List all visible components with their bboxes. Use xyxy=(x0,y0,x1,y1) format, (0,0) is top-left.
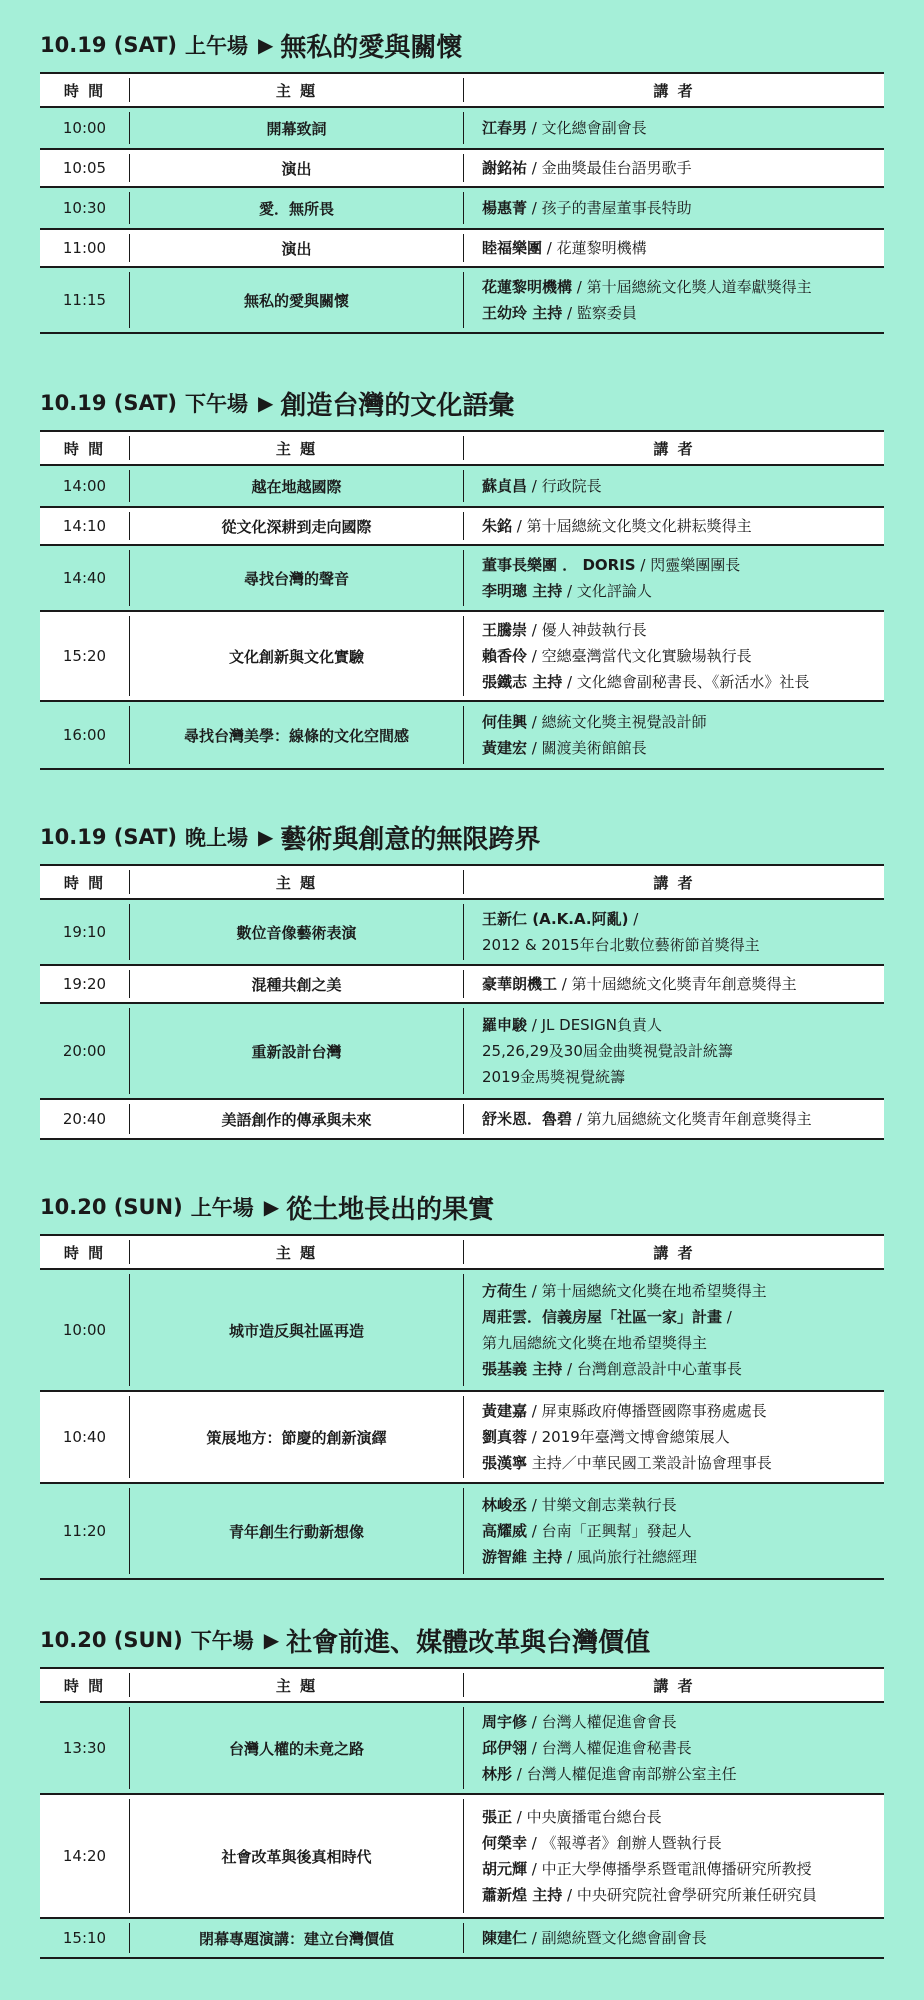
speaker-role: 台灣人權促進會南部辦公室主任 xyxy=(526,1765,737,1783)
section-title xyxy=(40,18,884,72)
speaker-name: 羅申駿 xyxy=(482,1016,528,1034)
header-time: 時 間 xyxy=(40,436,130,460)
speaker-role: 中央廣播電台總台長 xyxy=(526,1808,662,1826)
section-title xyxy=(40,810,884,864)
speaker-role: 甘樂文創志業執行長 xyxy=(541,1496,677,1514)
row-speakers xyxy=(464,1919,884,1957)
speaker-name: 董事長樂團 ． DORIS xyxy=(482,556,636,574)
row-time: 10:05 xyxy=(40,154,130,182)
speaker-name: 胡元輝 xyxy=(482,1860,528,1878)
section-theme: 無私的愛與關懷 xyxy=(280,32,463,63)
header-topic: 主 題 xyxy=(130,436,464,460)
header-topic: 主 題 xyxy=(130,870,464,894)
speaker-line: 邱伊翎 / 台灣人權促進會秘書長 xyxy=(482,1739,692,1757)
play-arrow-icon: ▶ xyxy=(263,1195,280,1219)
section-period: 上午場 xyxy=(185,34,249,58)
speaker-line: 何佳興 / 總統文化獎主視覺設計師 xyxy=(482,713,707,731)
speaker-line: 劉真蓉 / 2019年臺灣文博會總策展人 xyxy=(482,1428,730,1446)
row-topic: 重新設計台灣 xyxy=(130,1008,464,1094)
speaker-name: 劉真蓉 xyxy=(482,1428,528,1446)
speaker-name: 周莊雲．信義房屋「社區一家」計畫 xyxy=(482,1308,723,1326)
section-date: 10.19 (SAT) xyxy=(40,391,178,415)
speaker-name: 蘇貞昌 xyxy=(482,477,528,495)
row-time: 20:00 xyxy=(40,1008,130,1094)
speaker-name: 張基義 主持 xyxy=(482,1360,563,1378)
speaker-role: 屏東縣政府傳播暨國際事務處處長 xyxy=(541,1402,767,1420)
row-topic: 城市造反與社區再造 xyxy=(130,1274,464,1386)
speaker-line xyxy=(482,1038,733,1064)
row-speakers xyxy=(464,612,884,700)
speaker-name: 王新仁 (A.K.A.阿亂) xyxy=(482,910,629,928)
speaker-role: 金曲獎最佳台語男歌手 xyxy=(541,159,692,177)
speaker-line: 楊惠菁 / 孩子的書屋董事長特助 xyxy=(482,199,692,217)
row-topic: 混種共創之美 xyxy=(130,970,464,998)
row-time: 19:10 xyxy=(40,904,130,960)
table-row xyxy=(40,546,884,612)
table-header xyxy=(40,1236,884,1270)
row-topic: 美語創作的傳承與未來 xyxy=(130,1104,464,1134)
speaker-line: 陳建仁 / 副總統暨文化總會副會長 xyxy=(482,1929,707,1947)
table-row xyxy=(40,1392,884,1484)
speaker-name: 林峻丞 xyxy=(482,1496,528,1514)
row-speakers xyxy=(464,466,884,506)
speaker-line: 周宇修 / 台灣人權促進會會長 xyxy=(482,1713,677,1731)
speaker-name: 張正 xyxy=(482,1808,513,1826)
row-topic: 數位音像藝術表演 xyxy=(130,904,464,960)
speaker-role: 台南「正興幫」發起人 xyxy=(541,1522,692,1540)
speaker-name: 王騰崇 xyxy=(482,621,528,639)
speaker-name: 江春男 xyxy=(482,119,528,137)
row-time: 14:20 xyxy=(40,1799,130,1913)
row-time: 20:40 xyxy=(40,1104,130,1134)
row-speakers xyxy=(464,1100,884,1138)
row-topic: 越在地越國際 xyxy=(130,470,464,502)
speaker-role: 總統文化獎主視覺設計師 xyxy=(541,713,707,731)
speaker-line: 王騰崇 / 優人神鼓執行長 xyxy=(482,621,647,639)
table-row xyxy=(40,1795,884,1919)
row-topic: 青年創生行動新想像 xyxy=(130,1488,464,1574)
row-speakers xyxy=(464,702,884,768)
speaker-role: 第十屆總統文化獎在地希望獎得主 xyxy=(541,1282,767,1300)
speaker-name: 楊惠菁 xyxy=(482,199,528,217)
speaker-name: 李明璁 主持 xyxy=(482,582,563,600)
speaker-line: 張鐵志 主持 / 文化總會副秘書長、《新活水》社長 xyxy=(482,673,810,691)
row-speakers xyxy=(464,230,884,266)
row-speakers xyxy=(464,1703,884,1793)
row-speakers xyxy=(464,1795,884,1917)
section-date: 10.19 (SAT) xyxy=(40,825,178,849)
speaker-name: 何榮幸 xyxy=(482,1834,528,1852)
speaker-line: 方荷生 / 第十屆總統文化獎在地希望獎得主 xyxy=(482,1282,767,1300)
speaker-line: 何榮幸 / 《報導者》創辦人暨執行長 xyxy=(482,1834,722,1852)
row-speakers xyxy=(464,268,884,332)
speaker-role: 優人神鼓執行長 xyxy=(541,621,647,639)
table-row xyxy=(40,188,884,230)
table-row xyxy=(40,900,884,966)
speaker-role: 閃靈樂團團長 xyxy=(650,556,741,574)
section-3 xyxy=(40,810,884,1140)
play-arrow-icon: ▶ xyxy=(258,33,274,57)
row-time: 16:00 xyxy=(40,706,130,764)
table-row xyxy=(40,1270,884,1392)
speaker-line: 舒米恩．魯碧 / 第九屆總統文化獎青年創意獎得主 xyxy=(482,1110,812,1128)
speaker-role: 文化總會副秘書長、《新活水》社長 xyxy=(576,673,810,691)
table-row xyxy=(40,1484,884,1578)
speaker-line xyxy=(482,1330,707,1356)
speaker-role: 風尚旅行社總經理 xyxy=(576,1548,697,1566)
row-speakers xyxy=(464,508,884,544)
section-period: 下午場 xyxy=(185,392,249,416)
speaker-role: 花蓮黎明機構 xyxy=(556,239,647,257)
row-time: 15:20 xyxy=(40,616,130,696)
row-topic: 尋找台灣美學：線條的文化空間感 xyxy=(130,706,464,764)
speaker-role: 關渡美術館館長 xyxy=(541,739,647,757)
speaker-name: 黃建宏 xyxy=(482,739,528,757)
table-row xyxy=(40,150,884,188)
speaker-role: 2019年臺灣文博會總策展人 xyxy=(541,1428,730,1446)
row-speakers xyxy=(464,1270,884,1390)
speaker-name: 睦福樂團 xyxy=(482,239,543,257)
speaker-role: 台灣創意設計中心董事長 xyxy=(576,1360,742,1378)
row-time: 11:15 xyxy=(40,272,130,328)
speaker-line: 林彤 / 台灣人權促進會南部辦公室主任 xyxy=(482,1765,737,1783)
schedule-table xyxy=(40,72,884,334)
section-period: 下午場 xyxy=(190,1629,254,1653)
speaker-line xyxy=(482,1450,772,1476)
row-topic: 開幕致詞 xyxy=(130,112,464,144)
section-theme: 社會前進、媒體改革與台灣價值 xyxy=(286,1627,651,1658)
speaker-role: 第十屆總統文化獎文化耕耘獎得主 xyxy=(526,517,752,535)
row-topic: 文化創新與文化實驗 xyxy=(130,616,464,696)
header-topic: 主 題 xyxy=(130,78,464,102)
row-time: 14:10 xyxy=(40,512,130,540)
speaker-role: 副總統暨文化總會副會長 xyxy=(541,1929,707,1947)
row-time: 10:00 xyxy=(40,1274,130,1386)
speaker-line: 王新仁 (A.K.A.阿亂) / xyxy=(482,910,639,928)
speaker-name: 游智維 主持 xyxy=(482,1548,563,1566)
section-date: 10.19 (SAT) xyxy=(40,33,178,57)
section-period: 上午場 xyxy=(190,1196,254,1220)
row-topic: 從文化深耕到走向國際 xyxy=(130,512,464,540)
speaker-line: 賴香伶 / 空總臺灣當代文化實驗場執行長 xyxy=(482,647,752,665)
speaker-line xyxy=(482,1064,625,1090)
speaker-line xyxy=(482,932,760,958)
header-topic: 主 題 xyxy=(130,1240,464,1264)
speaker-line: 謝銘祐 / 金曲獎最佳台語男歌手 xyxy=(482,159,692,177)
table-row xyxy=(40,966,884,1004)
speaker-line: 花蓮黎明機構 / 第十屆總統文化獎人道奉獻獎得主 xyxy=(482,278,812,296)
speaker-role: 2012 & 2015年台北數位藝術節首獎得主 xyxy=(482,936,760,954)
schedule-table xyxy=(40,430,884,770)
table-row xyxy=(40,702,884,768)
row-time: 13:30 xyxy=(40,1707,130,1789)
row-speakers xyxy=(464,546,884,610)
speaker-line: 游智維 主持 / 風尚旅行社總經理 xyxy=(482,1548,697,1566)
speaker-line: 蘇貞昌 / 行政院長 xyxy=(482,477,602,495)
speaker-name: 王幼玲 主持 xyxy=(482,304,563,322)
speaker-role: 文化評論人 xyxy=(576,582,652,600)
section-date: 10.20 (SUN) xyxy=(40,1628,183,1652)
row-speakers xyxy=(464,966,884,1002)
speaker-name: 邱伊翎 xyxy=(482,1739,528,1757)
row-time: 14:40 xyxy=(40,550,130,606)
speaker-line: 朱銘 / 第十屆總統文化獎文化耕耘獎得主 xyxy=(482,517,752,535)
row-speakers xyxy=(464,188,884,228)
section-theme: 從土地長出的果實 xyxy=(286,1194,495,1225)
speaker-line: 豪華朗機工 / 第十屆總統文化獎青年創意獎得主 xyxy=(482,975,797,993)
table-header xyxy=(40,74,884,108)
row-topic: 無私的愛與關懷 xyxy=(130,272,464,328)
row-topic: 社會改革與後真相時代 xyxy=(130,1799,464,1913)
schedule-table xyxy=(40,864,884,1140)
row-time: 11:20 xyxy=(40,1488,130,1574)
row-time: 14:00 xyxy=(40,470,130,502)
speaker-role: JL DESIGN負責人 xyxy=(541,1016,662,1034)
speaker-line: 高耀威 / 台南「正興幫」發起人 xyxy=(482,1522,692,1540)
speaker-line: 張正 / 中央廣播電台總台長 xyxy=(482,1808,662,1826)
row-time: 10:30 xyxy=(40,192,130,224)
row-topic: 愛．無所畏 xyxy=(130,192,464,224)
section-theme: 藝術與創意的無限跨界 xyxy=(280,824,541,855)
header-speaker: 講 者 xyxy=(653,873,695,892)
speaker-name: 方荷生 xyxy=(482,1282,528,1300)
row-speakers xyxy=(464,1484,884,1578)
speaker-name: 賴香伶 xyxy=(482,647,528,665)
row-topic: 演出 xyxy=(130,154,464,182)
table-row xyxy=(40,230,884,268)
speaker-role: 孩子的書屋董事長特助 xyxy=(541,199,692,217)
table-row xyxy=(40,466,884,508)
section-1 xyxy=(40,18,884,334)
header-speaker: 講 者 xyxy=(653,439,695,458)
section-date: 10.20 (SUN) xyxy=(40,1195,183,1219)
speaker-name: 舒米恩．魯碧 xyxy=(482,1110,573,1128)
section-title xyxy=(40,1613,884,1667)
row-time: 19:20 xyxy=(40,970,130,998)
speaker-line: 蕭新煌 主持 / 中央研究院社會學研究所兼任研究員 xyxy=(482,1886,817,1904)
row-speakers xyxy=(464,1004,884,1098)
header-time: 時 間 xyxy=(40,1240,130,1264)
table-row xyxy=(40,1703,884,1795)
row-time: 10:00 xyxy=(40,112,130,144)
table-row xyxy=(40,268,884,332)
table-row xyxy=(40,1919,884,1957)
speaker-role: 台灣人權促進會秘書長 xyxy=(541,1739,692,1757)
table-header xyxy=(40,866,884,900)
row-time: 15:10 xyxy=(40,1923,130,1953)
speaker-name: 張漢寧 xyxy=(482,1454,528,1472)
speaker-line: 李明璁 主持 / 文化評論人 xyxy=(482,582,652,600)
row-speakers xyxy=(464,1392,884,1482)
speaker-name: 豪華朗機工 xyxy=(482,975,558,993)
speaker-name: 何佳興 xyxy=(482,713,528,731)
section-period: 晚上場 xyxy=(185,826,249,850)
row-topic: 演出 xyxy=(130,234,464,262)
speaker-role: 第十屆總統文化獎人道奉獻獎得主 xyxy=(586,278,812,296)
speaker-name: 張鐵志 主持 xyxy=(482,673,563,691)
section-5 xyxy=(40,1613,884,1959)
speaker-line: 周莊雲．信義房屋「社區一家」計畫 / xyxy=(482,1308,732,1326)
speaker-line: 林峻丞 / 甘樂文創志業執行長 xyxy=(482,1496,677,1514)
row-topic: 尋找台灣的聲音 xyxy=(130,550,464,606)
speaker-role: 第十屆總統文化獎青年創意獎得主 xyxy=(571,975,797,993)
header-speaker: 講 者 xyxy=(653,81,695,100)
header-time: 時 間 xyxy=(40,1673,130,1697)
speaker-line: 黃建宏 / 關渡美術館館長 xyxy=(482,739,647,757)
table-row xyxy=(40,1100,884,1138)
play-arrow-icon: ▶ xyxy=(258,391,274,415)
row-time: 10:40 xyxy=(40,1396,130,1478)
section-title xyxy=(40,376,884,430)
row-topic: 閉幕專題演講：建立台灣價值 xyxy=(130,1923,464,1953)
play-arrow-icon: ▶ xyxy=(258,825,274,849)
play-arrow-icon: ▶ xyxy=(263,1628,280,1652)
header-speaker: 講 者 xyxy=(653,1676,695,1695)
schedule-table xyxy=(40,1234,884,1580)
speaker-role: 第九屆總統文化獎在地希望獎得主 xyxy=(482,1334,708,1352)
speaker-name: 黃建嘉 xyxy=(482,1402,528,1420)
speaker-role: 主持／中華民國工業設計協會理事長 xyxy=(531,1454,772,1472)
speaker-role: 25,26,29及30屆金曲獎視覺設計統籌 xyxy=(482,1042,733,1060)
speaker-name: 蕭新煌 主持 xyxy=(482,1886,563,1904)
speaker-role: 中正大學傳播學系暨電訊傳播研究所教授 xyxy=(541,1860,812,1878)
section-theme: 創造台灣的文化語彙 xyxy=(280,390,515,421)
row-speakers xyxy=(464,900,884,964)
speaker-role: 第九屆總統文化獎青年創意獎得主 xyxy=(586,1110,812,1128)
speaker-name: 謝銘祐 xyxy=(482,159,528,177)
speaker-name: 陳建仁 xyxy=(482,1929,528,1947)
speaker-role: 行政院長 xyxy=(541,477,602,495)
row-topic: 策展地方：節慶的創新演繹 xyxy=(130,1396,464,1478)
speaker-role: 2019金馬獎視覺統籌 xyxy=(482,1068,626,1086)
table-row xyxy=(40,612,884,702)
table-row xyxy=(40,508,884,546)
row-speakers xyxy=(464,108,884,148)
speaker-role: 中央研究院社會學研究所兼任研究員 xyxy=(576,1886,817,1904)
row-time: 11:00 xyxy=(40,234,130,262)
speaker-line: 胡元輝 / 中正大學傳播學系暨電訊傳播研究所教授 xyxy=(482,1860,812,1878)
speaker-role: 監察委員 xyxy=(576,304,637,322)
speaker-name: 周宇修 xyxy=(482,1713,528,1731)
speaker-line: 睦福樂團 / 花蓮黎明機構 xyxy=(482,239,647,257)
speaker-name: 花蓮黎明機構 xyxy=(482,278,573,296)
speaker-name: 林彤 xyxy=(482,1765,513,1783)
speaker-line: 王幼玲 主持 / 監察委員 xyxy=(482,304,637,322)
table-header xyxy=(40,1669,884,1703)
speaker-role: 空總臺灣當代文化實驗場執行長 xyxy=(541,647,752,665)
section-2 xyxy=(40,376,884,770)
speaker-line: 張基義 主持 / 台灣創意設計中心董事長 xyxy=(482,1360,742,1378)
speaker-role: 文化總會副會長 xyxy=(541,119,647,137)
speaker-line: 江春男 / 文化總會副會長 xyxy=(482,119,647,137)
speaker-name: 高耀威 xyxy=(482,1522,528,1540)
speaker-line: 羅申駿 / JL DESIGN負責人 xyxy=(482,1016,662,1034)
header-topic: 主 題 xyxy=(130,1673,464,1697)
speaker-role: 台灣人權促進會會長 xyxy=(541,1713,677,1731)
header-time: 時 間 xyxy=(40,78,130,102)
schedule-table xyxy=(40,1667,884,1959)
speaker-line: 董事長樂團 ． DORIS / 閃靈樂團團長 xyxy=(482,556,741,574)
speaker-name: 朱銘 xyxy=(482,517,513,535)
section-title xyxy=(40,1180,884,1234)
table-row xyxy=(40,1004,884,1100)
section-4 xyxy=(40,1180,884,1580)
row-speakers xyxy=(464,150,884,186)
row-topic: 台灣人權的未竟之路 xyxy=(130,1707,464,1789)
header-speaker: 講 者 xyxy=(653,1243,695,1262)
speaker-role: 《報導者》創辦人暨執行長 xyxy=(541,1834,722,1852)
header-time: 時 間 xyxy=(40,870,130,894)
speaker-line: 黃建嘉 / 屏東縣政府傳播暨國際事務處處長 xyxy=(482,1402,767,1420)
table-header xyxy=(40,432,884,466)
table-row xyxy=(40,108,884,150)
